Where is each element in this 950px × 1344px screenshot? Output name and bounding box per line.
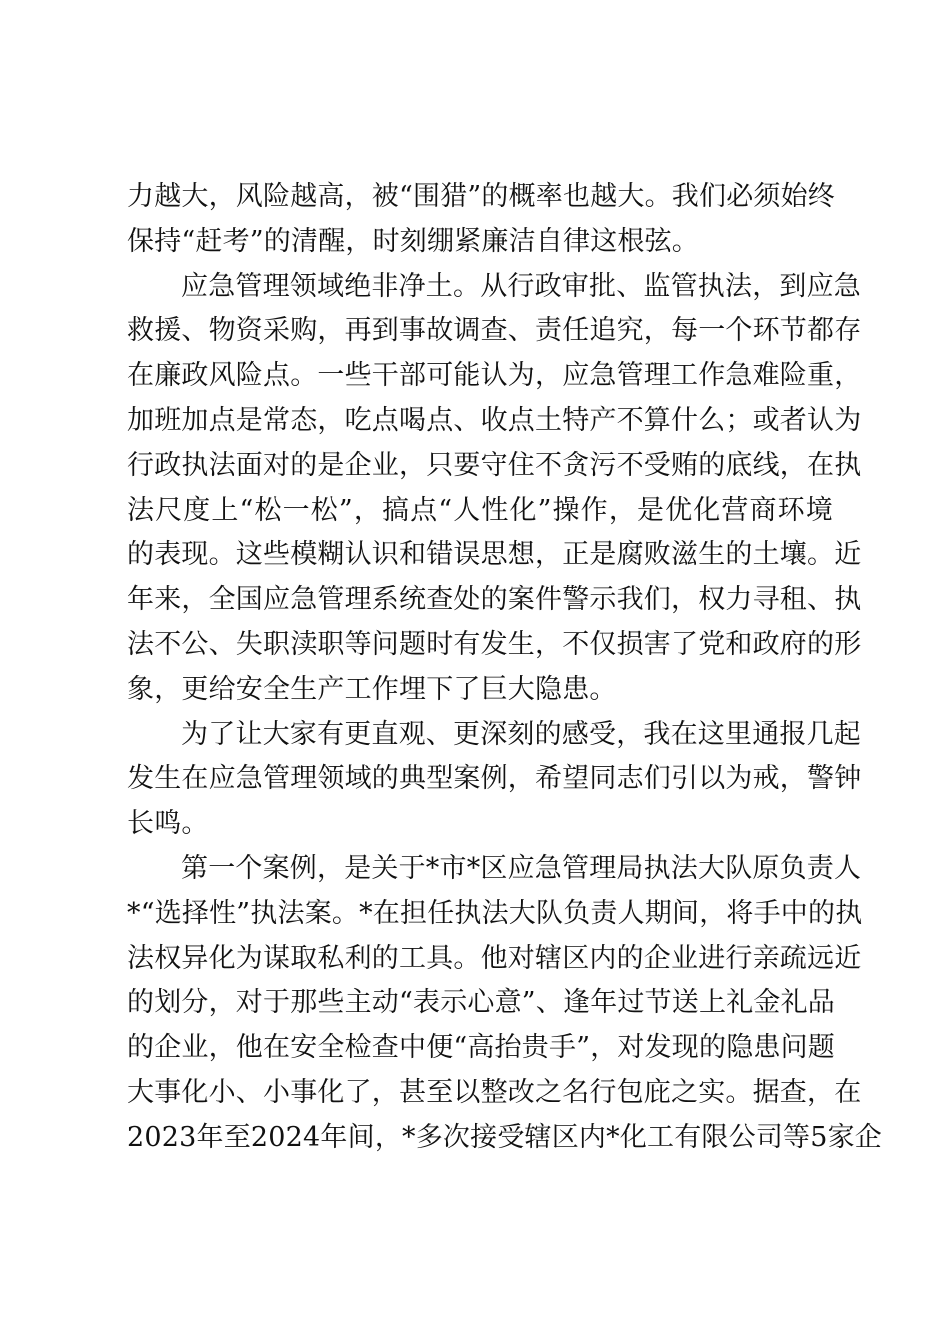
text-line: 在廉政风险点。一些干部可能认为，应急管理工作急难险重，	[127, 360, 862, 392]
text-line: 法尺度上“松一松”，搞点“人性化”操作，是优化营商环境	[127, 494, 833, 526]
text-line: 长鸣。	[127, 808, 209, 840]
text-line: 救援、物资采购，再到事故调查、责任追究，每一个环节都存	[127, 315, 862, 347]
text-line: 法不公、失职渎职等问题时有发生，不仅损害了党和政府的形	[127, 628, 862, 660]
text-line: 的表现。这些模糊认识和错误思想，正是腐败滋生的土壤。近	[127, 539, 862, 571]
text-line: 应急管理领域绝非净土。从行政审批、监管执法，到应急	[181, 270, 861, 302]
text-line: 行政执法面对的是企业，只要守住不贪污不受贿的底线，在执	[127, 449, 862, 481]
text-line: 的企业，他在安全检查中便“高抬贵手”，对发现的隐患问题	[127, 1032, 836, 1064]
text-line: 象，更给安全生产工作埋下了巨大隐患。	[127, 673, 617, 705]
text-line: 发生在应急管理领域的典型案例，希望同志们引以为戒，警钟	[127, 763, 862, 795]
text-line: *“选择性”执法案。*在担任执法大队负责人期间，将手中的执	[127, 897, 863, 929]
text-line: 2023年至2024年间，*多次接受辖区内*化工有限公司等5家企	[127, 1121, 883, 1153]
text-line: 为了让大家有更直观、更深刻的感受，我在这里通报几起	[181, 718, 861, 750]
text-line: 年来，全国应急管理系统查处的案件警示我们，权力寻租、执	[127, 584, 862, 616]
text-line: 保持“赶考”的清醒，时刻绷紧廉洁自律这根弦。	[127, 225, 700, 257]
text-line: 第一个案例，是关于*市*区应急管理局执法大队原负责人	[181, 852, 862, 884]
text-line: 的划分，对于那些主动“表示心意”、逢年过节送上礼金礼品	[127, 987, 836, 1019]
text-line: 法权异化为谋取私利的工具。他对辖区内的企业进行亲疏远近	[127, 942, 862, 974]
text-line: 力越大，风险越高，被“围猎”的概率也越大。我们必须始终	[127, 181, 836, 212]
body-text	[127, 175, 883, 1161]
text-line: 加班加点是常态，吃点喝点、收点土特产不算什么；或者认为	[127, 404, 862, 436]
text-line: 大事化小、小事化了，甚至以整改之名行包庇之实。据查，在	[127, 1076, 862, 1108]
